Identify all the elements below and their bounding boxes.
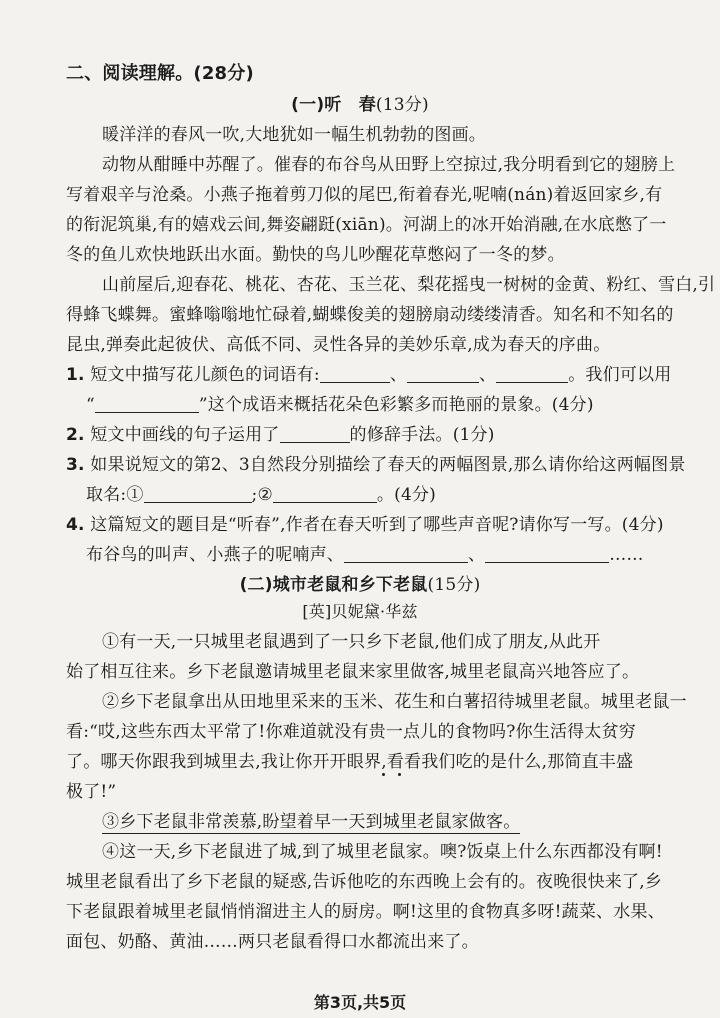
passage2-line-1: ①有一天,一只城里老鼠遇到了一只乡下老鼠,他们成了朋友,从此开	[102, 632, 601, 652]
question-2-text-b: 的修辞手法。(1分)	[349, 425, 495, 445]
question-4-text-a: 这篇短文的题目是“听春”,作者在春天听到了哪些声音呢?请你写一写。(4分)	[90, 515, 664, 535]
passage1-score: (13分)	[375, 95, 429, 115]
question-3-text-a: 如果说短文的第2、3自然段分别描绘了春天的两幅图景,那么请你给这两幅图景	[90, 455, 686, 475]
question-3-text-c: ;②	[251, 485, 273, 505]
question-3-text-b: 取名:①	[86, 485, 144, 505]
passage2-author: [英]贝妮黛·华兹	[302, 602, 418, 621]
question-4-line-2	[86, 543, 644, 567]
question-3-line-1	[66, 453, 686, 477]
question-3-text-d: 。(4分)	[376, 485, 436, 505]
question-1-text-c: ”这个成语来概括花朵色彩繁多而艳丽的景象。(4分)	[198, 395, 594, 415]
passage2-line-3: ②乡下老鼠拿出从田地里采来的玉米、花生和白薯招待城里老鼠。城里老鼠一	[102, 692, 687, 712]
q1-separator-2: 、	[479, 365, 497, 385]
passage1-line-7: 得蜂飞蝶舞。蜜蜂嗡嗡地忙碌着,蝴蝶俊美的翅膀扇动缕缕清香。知名和不知名的	[66, 305, 674, 325]
passage1-title	[0, 93, 720, 117]
q1-idiom-blank[interactable]	[95, 394, 199, 413]
question-2	[66, 423, 495, 447]
q1-separator-1: 、	[389, 365, 408, 385]
passage1-title-text: (一)听 春	[291, 95, 376, 115]
q3-answer-blank-1[interactable]	[144, 484, 252, 503]
question-2-number: 2.	[66, 425, 85, 445]
section-title: 二、阅读理解。(28分)	[66, 63, 254, 84]
question-1-number: 1.	[66, 365, 85, 385]
q4-separator: 、	[468, 545, 486, 565]
passage2-line-5: 了。哪天你跟我到城里去,我让你开开眼界,看看我们吃的是什么,那简直丰盛	[66, 752, 634, 772]
q4-answer-blank-1[interactable]	[344, 544, 468, 563]
page-number: 第3页,共5页	[313, 993, 407, 1012]
q1-open-quote: “	[86, 395, 95, 415]
question-1-line-2	[86, 393, 594, 417]
q4-answer-blank-2[interactable]	[485, 544, 609, 563]
question-3-number: 3.	[66, 455, 85, 475]
passage2-line-7	[102, 810, 520, 834]
passage2-line-11: 面包、奶酪、黄油……两只老鼠看得口水都流出来了。	[66, 932, 479, 952]
emphasis-dot	[382, 773, 385, 776]
passage1-line-1: 暖洋洋的春风一吹,大地犹如一幅生机勃勃的图画。	[102, 125, 487, 145]
passage2-line-4: 看:“哎,这些东西太平常了!你难道就没有贵一点儿的食物吗?你生活得太贫穷	[66, 722, 636, 742]
question-2-text-a: 短文中画线的句子运用了	[90, 425, 280, 445]
passage2-line-2: 始了相互往来。乡下老鼠邀请城里老鼠来家里做客,城里老鼠高兴地答应了。	[66, 662, 640, 682]
passage2-score: (15分)	[427, 575, 481, 595]
q1-answer-blank-1[interactable]	[320, 364, 390, 383]
question-3-line-2	[86, 483, 436, 507]
passage1-line-3: 写着艰辛与沧桑。小燕子拖着剪刀似的尾巴,衔着春光,呢喃(nán)着返回家乡,有	[66, 185, 663, 205]
question-1-line-1	[66, 363, 671, 387]
passage1-line-2: 动物从酣睡中苏醒了。催春的布谷鸟从田野上空掠过,我分明看到它的翅膀上	[102, 155, 676, 175]
passage2-line-8: ④这一天,乡下老鼠进了城,到了城里老鼠家。噢?饭桌上什么东西都没有啊!	[102, 842, 663, 862]
q1-answer-blank-2[interactable]	[407, 364, 479, 383]
question-1-text-b: 。我们可以用	[568, 365, 672, 385]
q3-answer-blank-2[interactable]	[273, 484, 377, 503]
passage1-line-5: 冬的鱼儿欢快地跃出水面。勤快的鸟儿吵醒花草憋闷了一冬的梦。	[66, 245, 565, 265]
passage1-line-6: 山前屋后,迎春花、桃花、杏花、玉兰花、梨花摇曳一树树的金黄、粉红、雪白,引	[102, 275, 716, 295]
passage2-title-text: (二)城市老鼠和乡下老鼠	[239, 575, 428, 595]
question-4-number: 4.	[66, 515, 85, 535]
emphasis-dot	[398, 773, 401, 776]
question-1-text-a: 短文中描写花儿颜色的词语有:	[90, 365, 320, 385]
passage1-line-8: 昆虫,弹奏此起彼伏、高低不同、灵性各异的美妙乐章,成为春天的序曲。	[66, 335, 611, 355]
passage2-line-9: 城里老鼠看出了乡下老鼠的疑惑,告诉他吃的东西晚上会有的。夜晚很快来了,乡	[66, 872, 663, 892]
passage2-line-10: 下老鼠跟着城里老鼠悄悄溜进主人的厨房。啊!这里的食物真多呀!蔬菜、水果、	[66, 902, 665, 922]
passage2-line-6: 极了!”	[66, 782, 117, 802]
q2-answer-blank[interactable]	[280, 424, 350, 443]
question-4-text-b: 布谷鸟的叫声、小燕子的呢喃声、	[86, 545, 344, 565]
q4-ellipsis: ……	[609, 545, 644, 565]
passage1-line-4: 的衔泥筑巢,有的嬉戏云间,舞姿翩跹(xiān)。河湖上的冰开始消融,在水底憋了一	[66, 215, 667, 235]
question-4-line-1	[66, 513, 664, 537]
passage2-title	[0, 573, 720, 597]
underlined-sentence: ③乡下老鼠非常羡慕,盼望着早一天到城里老鼠家做客。	[102, 812, 521, 832]
q1-answer-blank-3[interactable]	[496, 364, 568, 383]
